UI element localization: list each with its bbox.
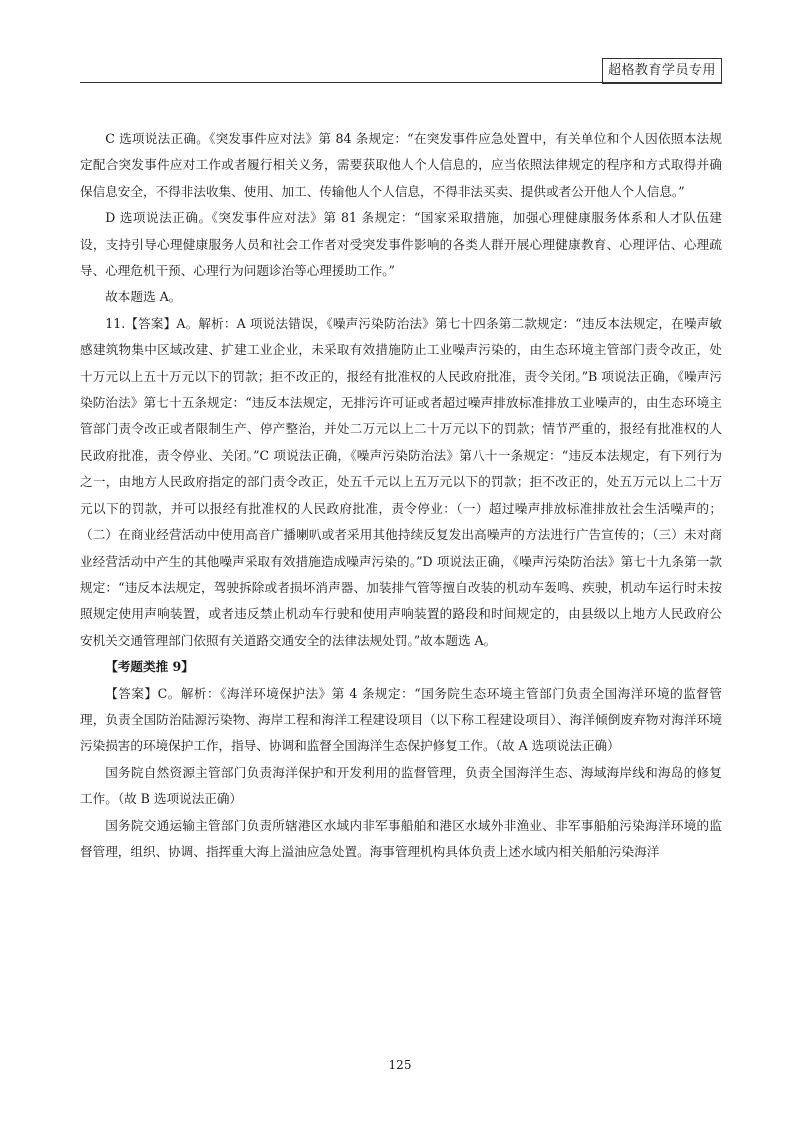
paragraph-transport: 国务院交通运输主管部门负责所辖港区水域内非军事船舶和港区水域外非渔业、非军事船舶污染海洋环境的监督管理，组织、协调、指挥重大海上溢油应急处置。海事管理机构具体负责上述水域内相关船舶污染海洋 (80, 817, 722, 859)
paragraph-option-d: D 选项说法正确。《突发事件应对法》第 81 条规定：“国家采取措施，加强心理健康服务体系和人才队伍建设，支持引导心理健康服务人员和社会工作者对受突发事件影响的各类人群开展心理健康教育、心理评估、心理疏导、心理危机干预、心理行为问题诊治等心理援助工作。” (80, 210, 722, 279)
page-number: 125 (388, 1058, 412, 1072)
paragraph-option-c: C 选项说法正确。《突发事件应对法》第 84 条规定：“在突发事件应急处置中，有关单位和个人因依照本法规定配合突发事件应对工作或者履行相关义务，需要获取他人个人信息的，应当依照法律规定的程序和方式取得并确保信息安全，不得非法收集、使用、加工、传输他人个人信息，不得非法买卖、提供或者公开他人个人信息。” (80, 131, 722, 199)
header-label: 超格教育学员专用 (602, 58, 722, 84)
header-rule (80, 82, 722, 83)
paragraph-option-b: 国务院自然资源主管部门负责海洋保护和开发利用的监督管理，负责全国海洋生态、海域海岸线和海岛的修复工作。（故 B 选项说法正确） (80, 764, 722, 807)
paragraph-conclusion: 故本题选 A。 (105, 289, 182, 305)
paragraph-answer-c: 【答案】C。解析：《海洋环境保护法》第 4 条规定：“国务院生态环境主管部门负责全国海洋环境的监督管理，负责全国防治陆源污染物、海岸工程和海洋工程建设项目（以下称工程建设项目）、海洋倾倒废弃物对海洋环境污染损害的环境保护工作，指导、协调和监督全国海洋生态保护修复工作。（故 A 选项说法正确） (80, 685, 722, 754)
paragraph-question-11: 11.【答案】A。解析：A 项说法错误，《噪声污染防治法》第七十四条第二款规定：“违反本法规定，在噪声敏感建筑物集中区域改建、扩建工业企业，未采取有效措施防止工业噪声污染的，由生态环境主管部门责令改正，处十万元以上五十万元以下的罚款；拒不改正的，报经有批准权的人民政府批准，责令关闭。”B 项说法正确，《噪声污染防治法》第七十五条规定：“违反本法规定，无排污许可证或者超过噪声排放标准排放工业噪声的，由生态环境主管部门责令改正或者限制生产、停产整治，并处二万元以上二十万元以下的罚款；情节严重的，报经有批准权的人民政府批准，责令停业、关闭。”C 项说法正确，《噪声污染防治法》第八十一条规定：“违反本法规定，有下列行为之一，由地方人民政府指定的部门责令改正，处五千元以上五万元以下的罚款；拒不改正的，处五万元以上二十万元以下的罚款，并可以报经有批准权的人民政府批准，责令停业：（一）超过噪声排放标准排放社会生活噪声的；（二）在商业经营活动中使用高音广播喇叭或者采用其他持续反复发出高噪声的方法进行广告宣传的；（三）未对商业经营活动中产生的其他噪声采取有效措施造成噪声污染的。”D 项说法正确，《噪声污染防治法》第七十九条第一款规定：“违反本法规定，驾驶拆除或者损坏消声器、加装排气管等擅自改装的机动车轰鸣、疾驶，机动车运行时未按照规定使用声响装置，或者违反禁止机动车行驶和使用声响装置的路段和时间规定的，由县级以上地方人民政府公安机关交通管理部门依照有关道路交通安全的法律法规处罚。”故本题选 A。 (80, 315, 722, 648)
page-content (80, 126, 722, 865)
section-heading: 【考题类推 9】 (105, 659, 194, 675)
